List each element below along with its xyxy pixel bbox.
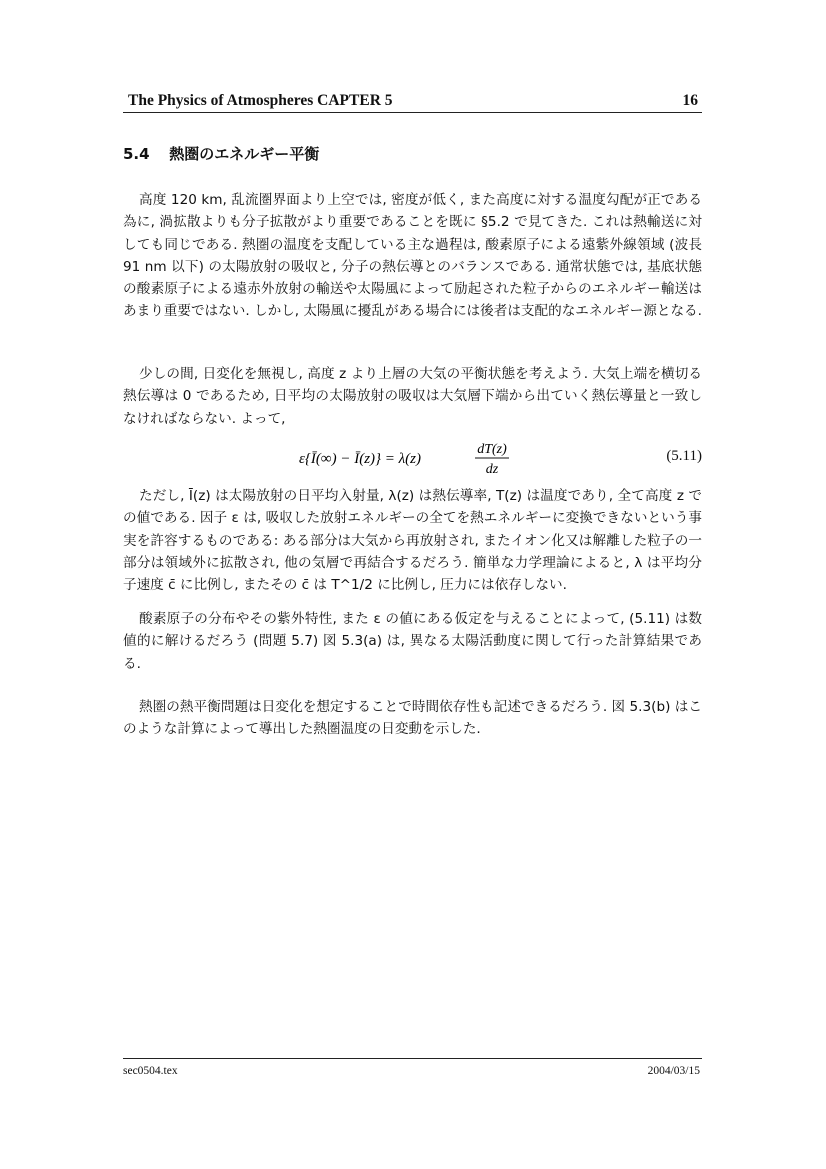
page-footer [123,1058,702,1077]
footer-date: 2004/03/15 [647,1065,700,1077]
equation-numerator: dT(z) [477,442,507,457]
equation-expression [299,439,529,482]
paragraph-5: 熱圏の熱平衡問題は日変化を想定することで時間依存性も記述できるだろう. 図 5.3(b) はこのような計算によって導出した熱圏温度の日変動を示した. [123,699,702,738]
paragraph-2: 少しの間, 日変化を無視し, 高度 z より上層の大気の平衡状態を考えよう. 大気上端を横切る熱伝導は 0 であるため, 日平均の太陽放射の吸収は大気層下端から出ていく熱伝導量と一致しなければならない. よって, [123,366,702,427]
section-number: 5.4 [123,145,150,163]
equation-denominator: dz [485,462,499,477]
equation-5-11 [123,436,702,478]
section-title: 熱圏のエネルギー平衡 [169,145,320,163]
equation-lhs: ε{Ī(∞) − Ī(z)} = λ(z) [299,451,421,467]
section-heading [123,143,702,164]
equation-svg [299,439,529,477]
paragraph-4: 酸素原子の分布やその紫外特性, また ε の値にある仮定を与えることによって, (5.11) は数値的に解けるだろう (問題 5.7) 図 5.3(a) は, 異なる太陽活動度に関して行った計算結果である. [123,611,702,672]
page-header [123,90,702,113]
paragraph-3: ただし, Ī(z) は太陽放射の日平均入射量, λ(z) は熱伝導率, T(z) は温度であり, 全て高度 z での値である. 因子 ε は, 吸収した放射エネルギーの全てを熱エネルギーに変換できないという事実を許容するものである: ある部分は大気から再放射され, またイオン化又は解離した粒子の一部分は領域外に拡散され, 他の気層で再結合するだろう. 簡単な力学理論によると, λ は平均分子速度 c̄ に比例し, またその c̄ は T^1/2 に比例し, 圧力には依存しない. [123,488,702,594]
footer-filename: sec0504.tex [123,1065,178,1077]
page-number: 16 [682,92,698,109]
equation-number: (5.11) [666,448,702,464]
paragraph-1: 高度 120 km, 乱流圏界面より上空では, 密度が低く, また高度に対する温度勾配が正である為に, 渦拡散よりも分子拡散がより重要であることを既に §5.2 で見てきた. これは熱輸送に対しても同じである. 熱圏の温度を支配している主な過程は, 酸素原子による遠紫外線領域 (波長 91 nm 以下) の太陽放射の吸収と, 分子の熱伝導とのバランスである. 通常状態では, 基底状態の酸素原子による遠赤外放射の輸送や太陽風によって励起された粒子からのエネルギー輸送はあまり重要ではない. しかし, 太陽風に擾乱がある場合には後者は支配的なエネルギー源となる. [123,192,702,320]
running-title: The Physics of Atmospheres CAPTER 5 [128,92,393,109]
